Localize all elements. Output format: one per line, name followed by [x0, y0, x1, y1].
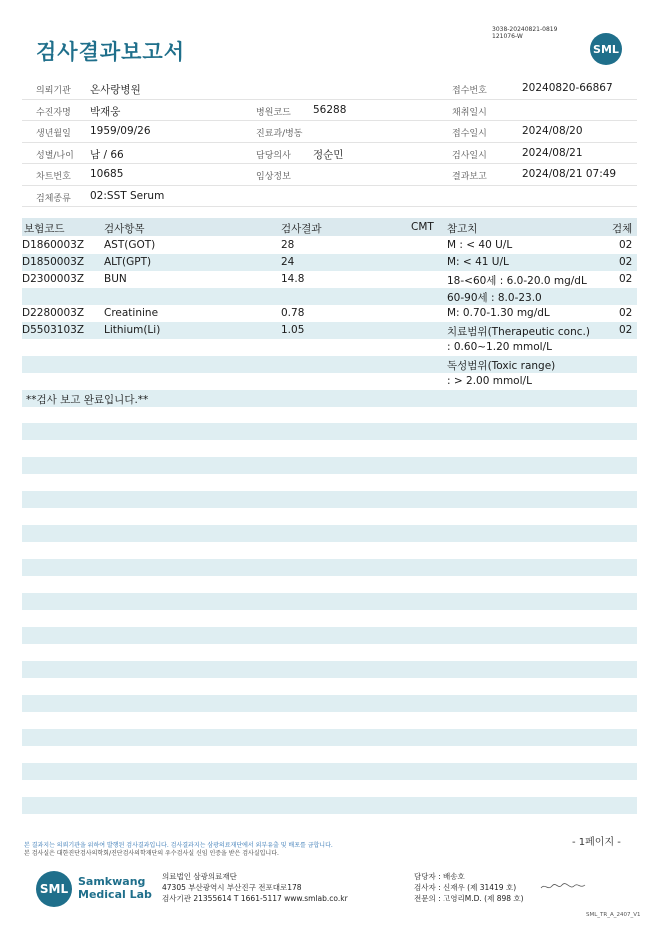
result-row	[22, 322, 637, 339]
result-item: Creatinine	[104, 307, 159, 319]
result-ref: M: 0.70-1.30 mg/dL	[447, 307, 550, 319]
result-row	[22, 373, 637, 390]
result-result: 0.78	[281, 307, 305, 319]
info-value: 02:SST Serum	[90, 189, 165, 202]
info-value: 2024/08/21 07:49	[522, 168, 617, 180]
info-row	[22, 100, 637, 122]
footnote: 본 결과지는 의뢰기관을 위하여 발행된 검사결과입니다. 검사결과지는 삼광의료재단에서 외부유출 및 배포를 금합니다. 본 검사실은 대한진단검사의학회/진단검사의학재단의 우수검사실 신임 인증을 받은 검사실입니다.	[24, 842, 333, 857]
result-result: 28	[281, 239, 295, 251]
col-result: 검사결과	[281, 223, 322, 235]
page-title: 검사결과보고서	[36, 40, 186, 64]
empty-row-band	[22, 797, 637, 814]
result-code: D2300003Z	[22, 273, 85, 285]
col-ref: 참고치	[447, 223, 478, 235]
empty-row-band	[22, 729, 637, 746]
result-code: D2280003Z	[22, 307, 85, 319]
info-label: 수진자명	[36, 107, 71, 118]
document-id: 3038-20240821-0819 121076-W	[492, 26, 558, 40]
result-result: 24	[281, 256, 295, 268]
info-value: 2024/08/21	[522, 146, 583, 159]
info-row	[22, 143, 637, 165]
result-ref: : 0.60~1.20 mmol/L	[447, 341, 552, 353]
footer-address: 의료법인 삼광의료재단 47305 부산광역시 부산진구 전포대로178 검사기관 21355614 T 1661-5117 www.smlab.co.kr	[162, 872, 348, 903]
info-row	[22, 78, 637, 100]
page-number: - 1페이지 -	[572, 837, 621, 848]
info-value: 정순민	[313, 148, 344, 161]
info-value: 1959/09/26	[90, 125, 151, 137]
result-ref: 치료범위(Therapeutic conc.)	[447, 326, 590, 338]
info-row	[22, 121, 637, 143]
info-label: 생년월일	[36, 129, 71, 139]
info-label: 진료과/병동	[256, 129, 303, 139]
col-cmt: CMT	[411, 221, 434, 233]
col-code: 보험코드	[24, 223, 65, 235]
info-value: 20240820-66867	[522, 82, 613, 94]
info-label: 검체종류	[36, 193, 71, 204]
info-label: 담당의사	[256, 150, 291, 161]
result-row	[22, 339, 637, 356]
info-label: 접수번호	[452, 86, 487, 96]
info-label: 차트번호	[36, 172, 71, 182]
footer-staff: 담당자 : 배송호 검사자 : 신재우 (제 31419 호) 전문의 : 고영리M.D. (제 898 호)	[414, 872, 524, 903]
result-ref: 독성범위(Toxic range)	[447, 360, 556, 372]
signature-icon	[540, 882, 586, 892]
result-item: ALT(GPT)	[104, 256, 152, 268]
empty-row-band	[22, 559, 637, 576]
result-specimen: 02	[619, 273, 633, 285]
empty-row-band	[22, 457, 637, 474]
empty-row-band	[22, 763, 637, 780]
result-code: D5503103Z	[22, 324, 85, 336]
empty-row-band	[22, 525, 637, 542]
info-value: 온사랑병원	[90, 84, 141, 96]
result-specimen: 02	[619, 256, 633, 268]
col-item: 검사항목	[104, 223, 145, 235]
info-value: 10685	[90, 168, 124, 180]
result-ref: 60-90세 : 8.0-23.0	[447, 292, 542, 304]
info-value: 박재웅	[90, 105, 121, 118]
result-ref: M: < 41 U/L	[447, 256, 509, 268]
info-label: 채취일시	[452, 107, 487, 118]
result-item: Lithium(Li)	[104, 324, 161, 336]
info-value: 남 / 66	[90, 148, 124, 161]
result-ref: 18-<60세 : 6.0-20.0 mg/dL	[447, 275, 587, 287]
info-label: 검사일시	[452, 150, 487, 161]
result-row	[22, 254, 637, 271]
info-label: 접수일시	[452, 129, 487, 139]
patient-info-table	[22, 78, 637, 207]
footer-company-name: Samkwang Medical Lab	[78, 875, 152, 901]
result-row	[22, 237, 637, 254]
empty-row-band	[22, 695, 637, 712]
result-item: AST(GOT)	[104, 239, 156, 251]
info-label: 결과보고	[452, 172, 487, 182]
result-row	[22, 288, 637, 305]
info-label: 성별/나이	[36, 150, 74, 161]
result-result: 14.8	[281, 273, 305, 285]
footer-logo: SML	[36, 871, 72, 907]
result-ref: : > 2.00 mmol/L	[447, 375, 532, 387]
info-value: 2024/08/20	[522, 125, 583, 137]
info-row	[22, 186, 637, 208]
result-specimen: 02	[619, 307, 633, 319]
info-label: 의뢰기관	[36, 86, 71, 96]
empty-row-band	[22, 491, 637, 508]
info-value: 56288	[313, 103, 347, 116]
result-result: 1.05	[281, 324, 305, 336]
results-header	[22, 218, 637, 236]
result-specimen: 02	[619, 239, 633, 251]
empty-row-band	[22, 627, 637, 644]
empty-row-band	[22, 423, 637, 440]
empty-row-band	[22, 593, 637, 610]
result-code: **검사 보고 완료입니다.**	[26, 394, 149, 406]
empty-row-band	[22, 661, 637, 678]
result-ref: M : < 40 U/L	[447, 239, 513, 251]
result-specimen: 02	[619, 324, 633, 336]
sml-logo: SML	[590, 33, 622, 65]
result-code: D1860003Z	[22, 239, 85, 251]
info-row	[22, 164, 637, 186]
result-row	[22, 390, 637, 407]
info-label: 임상정보	[256, 172, 291, 182]
result-row	[22, 271, 637, 288]
result-row	[22, 356, 637, 373]
form-code: SML_TR_A_2407_V1	[586, 912, 641, 918]
info-label: 병원코드	[256, 107, 291, 118]
result-code: D1850003Z	[22, 256, 85, 268]
result-row	[22, 305, 637, 322]
col-specimen: 검체	[612, 223, 633, 235]
result-item: BUN	[104, 273, 127, 285]
